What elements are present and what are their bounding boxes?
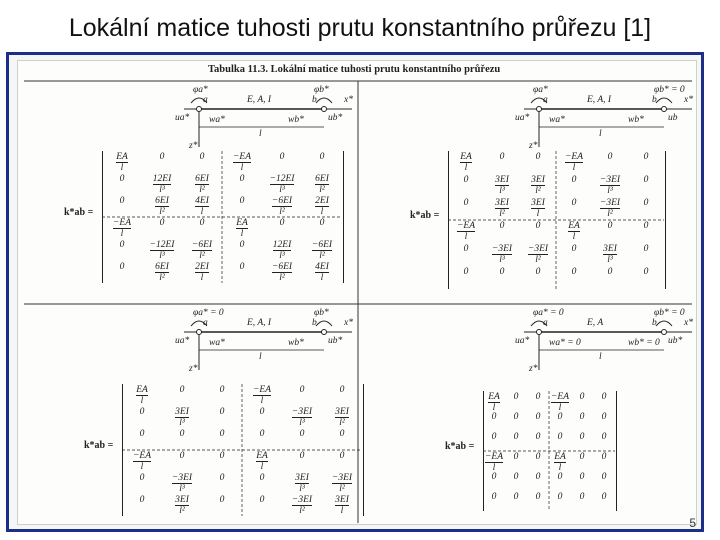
matrix-cell-c: 0: [299, 451, 305, 461]
matrix-cell-a: $\frac{12EI}{\text{l³}}$: [272, 240, 292, 261]
matrix-cell-c: $\frac{-3EI}{\text{l²}}$: [331, 473, 353, 494]
node-b-c: [322, 330, 327, 335]
matrix-cell-d: 0: [491, 412, 497, 422]
matrix-cell-a: $\frac{12EI}{\text{l³}}$: [152, 174, 172, 195]
beam-label-a-d: a: [543, 318, 548, 328]
matrix-cell-d: 0: [601, 472, 607, 482]
matrix-cell-b: 0: [463, 198, 469, 208]
beam-label-a-b: a: [543, 95, 548, 105]
matrix-cell-c: 0: [179, 451, 185, 461]
beam-label-phi-a-c: φa* = 0: [193, 308, 224, 318]
matrix-cell-d: 0: [535, 392, 541, 402]
matrix-cell-c: 0: [339, 451, 345, 461]
beam-label-ea-c: E, A, I: [247, 318, 272, 328]
matrix-cell-b: $\frac{-3EI}{\text{l²}}$: [527, 244, 549, 265]
matrix-cell-b: 0: [571, 244, 577, 254]
matrix-cell-a: $\frac{6EI}{\text{l²}}$: [195, 174, 209, 195]
matrix-cell-c: $\frac{3EI}{\text{l³}}$: [175, 407, 189, 428]
matrix-cell-b: 0: [463, 175, 469, 185]
matrix-cell-d: 0: [601, 452, 607, 462]
matrix-cell-c: 0: [259, 473, 265, 483]
matrix-cell-c: 0: [219, 473, 225, 483]
matrix-cell-b: 0: [643, 152, 649, 162]
beam-label-ua-a: ua*: [175, 113, 190, 123]
node-a-a: [197, 107, 202, 112]
matrix-cell-b: $\frac{3EI}{l}$: [531, 198, 545, 219]
matrix-cell-b: 0: [499, 152, 505, 162]
matrix-cell-a: 0: [279, 218, 285, 228]
matrix-cell-a: $\frac{6EI}{\text{l²}}$: [155, 196, 169, 217]
matrix-cell-c: 0: [139, 473, 145, 483]
matrix-cell-a: 0: [119, 262, 125, 272]
scanned-table: [17, 60, 697, 525]
matrix-cell-d: 0: [557, 492, 563, 502]
matrix-cell-b: 0: [463, 244, 469, 254]
matrix-cell-b: 0: [535, 267, 541, 277]
matrix-cell-b: 0: [571, 267, 577, 277]
node-b-a: [322, 107, 327, 112]
beam-label-phi-b-a: φb*: [314, 85, 329, 95]
matrix-cell-b: $\frac{3EI}{\text{l³}}$: [603, 244, 617, 265]
beam-label-wb-b: wb*: [628, 115, 644, 125]
matrix-cell-c: $\frac{3EI}{l}$: [335, 495, 349, 516]
matrix-cell-a: $\frac{6EI}{\text{l²}}$: [155, 262, 169, 283]
matrix-cell-a: $\frac{-EA}{l}$: [112, 218, 132, 239]
matrix-cell-a: 0: [199, 218, 205, 228]
slide-title: Lokální matice tuhosti prutu konstantního průřezu [1]: [68, 14, 652, 42]
matrix-cell-c: 0: [219, 451, 225, 461]
beam-label-phi-a-a: φa*: [193, 85, 208, 95]
matrix-cell-c: 0: [219, 495, 225, 505]
matrix-cell-c: $\frac{EA}{l}$: [256, 451, 268, 472]
matrix-cell-d: 0: [601, 392, 607, 402]
matrix-cell-c: $\frac{3EI}{\text{l³}}$: [295, 473, 309, 494]
matrix-cell-a: $\frac{-6EI}{\text{l²}}$: [311, 240, 333, 261]
matrix-cell-b: 0: [607, 267, 613, 277]
matrix-cell-b: $\frac{-3EI}{\text{l²}}$: [599, 198, 621, 219]
matrix-cell-b: $\frac{-3EI}{\text{l³}}$: [491, 244, 513, 265]
scanned-table-frame: [6, 52, 704, 532]
matrix-cell-d: $\frac{EA}{l}$: [554, 452, 566, 473]
matrix-cell-d: $\frac{-EA}{l}$: [484, 452, 504, 473]
beam-label-wa-d: wa* = 0: [549, 338, 581, 348]
stiffness-matrix-label-d: k*ab =: [445, 441, 475, 452]
matrix-cell-d: 0: [513, 432, 519, 442]
beam-label-x-c: x*: [344, 318, 353, 328]
matrix-cell-c: 0: [179, 385, 185, 395]
page-number: 5: [689, 516, 696, 530]
matrix-cell-d: 0: [535, 412, 541, 422]
rotation-arrow-b-d: [656, 321, 672, 326]
matrix-cell-a: $\frac{-6EI}{\text{l²}}$: [271, 196, 293, 217]
rotation-arrow-b-c: [316, 321, 332, 326]
matrix-cell-b: 0: [643, 244, 649, 254]
matrix-cell-c: 0: [339, 429, 345, 439]
node-b-b: [662, 107, 667, 112]
beam-label-phi-a-d: φa* = 0: [533, 308, 564, 318]
matrix-cell-d: 0: [579, 472, 585, 482]
beam-label-ua-c: ua*: [175, 336, 190, 346]
beam-label-wa-a: wa*: [209, 115, 225, 125]
matrix-cell-d: $\frac{-EA}{l}$: [550, 392, 570, 413]
matrix-cell-a: 0: [119, 174, 125, 184]
beam-label-z-a: z*: [189, 141, 198, 151]
matrix-cell-c: $\frac{-3EI}{\text{l³}}$: [291, 407, 313, 428]
beam-label-ea-b: E, A, I: [587, 95, 612, 105]
matrix-cell-c: 0: [259, 495, 265, 505]
beam-label-ea-d: E, A: [587, 318, 604, 328]
matrix-cell-b: 0: [643, 198, 649, 208]
matrix-cell-c: $\frac{-EA}{l}$: [252, 385, 272, 406]
matrix-cell-a: 0: [319, 218, 325, 228]
matrix-cell-a: $\frac{EA}{l}$: [116, 152, 128, 173]
matrix-cell-a: $\frac{6EI}{\text{l²}}$: [315, 174, 329, 195]
matrix-cell-a: 0: [279, 152, 285, 162]
matrix-cell-b: 0: [643, 221, 649, 231]
beam-label-ua-b: ua*: [515, 113, 530, 123]
matrix-cell-c: $\frac{-3EI}{\text{l²}}$: [291, 495, 313, 516]
matrix-cell-a: 0: [239, 174, 245, 184]
matrix-cell-d: 0: [535, 432, 541, 442]
beam-label-b-b: b: [652, 95, 657, 105]
matrix-cell-d: 0: [491, 492, 497, 502]
matrix-cell-d: 0: [535, 492, 541, 502]
stiffness-matrix-label-c: k*ab =: [84, 440, 114, 451]
matrix-cell-a: 0: [159, 218, 165, 228]
matrix-cell-b: $\frac{EA}{l}$: [568, 221, 580, 242]
matrix-cell-b: $\frac{-3EI}{\text{l³}}$: [599, 175, 621, 196]
matrix-cell-d: 0: [513, 412, 519, 422]
matrix-cell-a: $\frac{-6EI}{\text{l²}}$: [191, 240, 213, 261]
matrix-cell-d: 0: [579, 432, 585, 442]
beam-label-z-d: z*: [529, 364, 538, 374]
beam-label-ub-c: ub*: [328, 336, 343, 346]
beam-label-b-a: b: [312, 95, 317, 105]
matrix-cell-b: $\frac{3EI}{\text{l³}}$: [495, 175, 509, 196]
matrix-cell-a: 0: [159, 152, 165, 162]
matrix-cell-c: 0: [299, 385, 305, 395]
matrix-cell-d: 0: [579, 452, 585, 462]
matrix-cell-c: 0: [139, 407, 145, 417]
matrix-cell-a: $\frac{2EI}{l}$: [195, 262, 209, 283]
beam-label-wb-d: wb* = 0: [628, 338, 660, 348]
matrix-cell-b: $\frac{3EI}{\text{l²}}$: [495, 198, 509, 219]
table-caption: Tabulka 11.3. Lokální matice tuhosti prutu konstantního průřezu: [208, 64, 501, 75]
matrix-cell-b: 0: [607, 152, 613, 162]
matrix-cell-d: 0: [535, 472, 541, 482]
beam-label-ea-a: E, A, I: [247, 95, 272, 105]
matrix-cell-b: $\frac{3EI}{\text{l²}}$: [531, 175, 545, 196]
beam-label-b-c: b: [312, 318, 317, 328]
matrix-cell-a: $\frac{4EI}{l}$: [195, 196, 209, 217]
matrix-cell-c: 0: [339, 385, 345, 395]
beam-label-x-b: x*: [684, 95, 693, 105]
matrix-cell-a: $\frac{-12EI}{\text{l³}}$: [269, 174, 295, 195]
matrix-cell-b: 0: [571, 198, 577, 208]
matrix-cell-a: 0: [239, 240, 245, 250]
beam-label-b-d: b: [652, 318, 657, 328]
matrix-cell-b: 0: [607, 221, 613, 231]
matrix-cell-a: 0: [319, 152, 325, 162]
matrix-cell-b: 0: [535, 152, 541, 162]
rotation-arrow-b-b: [656, 98, 672, 103]
node-b-d: [662, 330, 667, 335]
beam-label-l-b: l: [599, 129, 602, 139]
beam-label-a-c: a: [203, 318, 208, 328]
beam-label-x-a: x*: [344, 95, 353, 105]
matrix-cell-b: $\frac{EA}{l}$: [460, 152, 472, 173]
matrix-cell-d: 0: [513, 492, 519, 502]
beam-label-wa-b: wa*: [549, 115, 565, 125]
matrix-cell-b: 0: [535, 221, 541, 231]
matrix-cell-d: 0: [513, 392, 519, 402]
matrix-cell-b: $\frac{-EA}{l}$: [564, 152, 584, 173]
matrix-cell-a: 0: [239, 262, 245, 272]
beam-label-phi-a-b: φa*: [533, 85, 548, 95]
beam-label-l-c: l: [259, 352, 262, 362]
matrix-cell-d: 0: [601, 492, 607, 502]
node-a-c: [197, 330, 202, 335]
matrix-cell-b: 0: [643, 175, 649, 185]
matrix-cell-c: $\frac{-3EI}{\text{l³}}$: [171, 473, 193, 494]
matrix-cell-c: 0: [139, 429, 145, 439]
matrix-cell-b: $\frac{-EA}{l}$: [456, 221, 476, 242]
matrix-cell-c: 0: [219, 385, 225, 395]
matrix-cell-a: 0: [199, 152, 205, 162]
matrix-cell-c: $\frac{-EA}{l}$: [132, 451, 152, 472]
matrix-cell-c: $\frac{3EI}{\text{l²}}$: [335, 407, 349, 428]
beam-label-ua-d: ua*: [515, 336, 530, 346]
rotation-arrow-b-a: [316, 98, 332, 103]
matrix-cell-c: 0: [219, 407, 225, 417]
matrix-cell-a: $\frac{-12EI}{\text{l³}}$: [149, 240, 175, 261]
matrix-cell-c: 0: [259, 407, 265, 417]
beam-label-z-b: z*: [529, 141, 538, 151]
beam-label-ub-d: ub*: [668, 336, 683, 346]
matrix-cell-c: 0: [299, 429, 305, 439]
matrix-cell-b: 0: [499, 221, 505, 231]
beam-label-phi-b-d: φb* = 0: [654, 308, 685, 318]
matrix-cell-d: 0: [491, 432, 497, 442]
beam-label-wb-a: wb*: [288, 115, 304, 125]
matrix-cell-d: 0: [491, 472, 497, 482]
matrix-cell-a: $\frac{-6EI}{\text{l²}}$: [271, 262, 293, 283]
matrix-cell-c: $\frac{EA}{l}$: [136, 385, 148, 406]
matrix-cell-a: 0: [119, 196, 125, 206]
beam-label-l-a: l: [259, 129, 262, 139]
node-a-b: [537, 107, 542, 112]
beam-label-ub-b: ub: [668, 113, 678, 123]
matrix-cell-d: 0: [579, 412, 585, 422]
beam-label-x-d: x*: [684, 318, 693, 328]
matrix-cell-d: 0: [557, 412, 563, 422]
matrix-cell-d: 0: [557, 432, 563, 442]
matrix-cell-b: 0: [499, 267, 505, 277]
matrix-cell-a: $\frac{EA}{l}$: [236, 218, 248, 239]
beam-label-l-d: l: [599, 352, 602, 362]
beam-label-z-c: z*: [189, 364, 198, 374]
matrix-cell-d: 0: [601, 432, 607, 442]
beam-label-phi-b-b: φb* = 0: [654, 85, 685, 95]
node-a-d: [537, 330, 542, 335]
matrix-cell-a: $\frac{-EA}{l}$: [232, 152, 252, 173]
matrix-cell-d: 0: [601, 412, 607, 422]
matrix-cell-c: $\frac{3EI}{\text{l²}}$: [175, 495, 189, 516]
matrix-cell-d: 0: [513, 472, 519, 482]
matrix-cell-c: 0: [139, 495, 145, 505]
stiffness-matrix-label-a: k*ab =: [64, 207, 94, 218]
matrix-cell-b: 0: [571, 175, 577, 185]
matrix-cell-d: $\frac{EA}{l}$: [488, 392, 500, 413]
beam-label-a-a: a: [203, 95, 208, 105]
matrix-cell-c: 0: [219, 429, 225, 439]
matrix-cell-c: 0: [259, 429, 265, 439]
matrix-cell-d: 0: [513, 452, 519, 462]
beam-label-phi-b-c: φb*: [314, 308, 329, 318]
beam-label-wb-c: wb*: [288, 338, 304, 348]
matrix-cell-c: 0: [179, 429, 185, 439]
matrix-cell-d: 0: [557, 472, 563, 482]
matrix-cell-a: 0: [239, 196, 245, 206]
matrix-cell-b: 0: [643, 267, 649, 277]
stiffness-matrix-label-b: k*ab =: [410, 210, 440, 221]
beam-label-wa-c: wa*: [209, 338, 225, 348]
matrix-cell-d: 0: [535, 452, 541, 462]
matrix-cell-a: $\frac{2EI}{l}$: [315, 196, 329, 217]
matrix-cell-d: 0: [579, 492, 585, 502]
matrix-cell-b: 0: [463, 267, 469, 277]
beam-label-ub-a: ub*: [328, 113, 343, 123]
matrix-cell-a: 0: [119, 240, 125, 250]
matrix-cell-a: $\frac{4EI}{l}$: [315, 262, 329, 283]
matrix-cell-d: 0: [579, 392, 585, 402]
